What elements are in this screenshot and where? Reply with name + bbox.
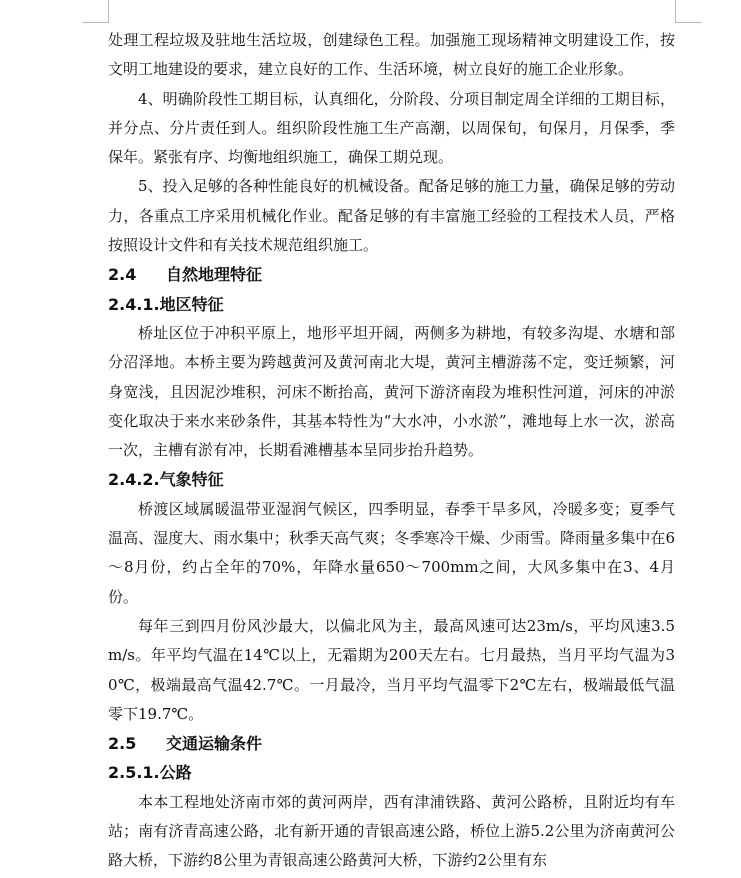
heading-natural-geography xyxy=(108,260,675,289)
heading-transport-conditions xyxy=(108,729,675,758)
heading-number: 2.4 xyxy=(108,265,137,285)
heading-title: 地区特征 xyxy=(159,294,224,314)
paragraph-climate-overview: 桥渡区域属暖温带亚湿润气候区，四季明显，春季干旱多风，冷暖多变；夏季气温高、湿度大、雨水集中；秋季天高气爽；冬季寒冷干燥、少雨雪。降雨量多集中在6～8月份，约占全年的70%，年降水量650～700mm之间，大风多集中在3、4月份。 xyxy=(108,499,675,606)
paragraph-regional-features: 桥址区位于冲积平原上，地形平坦开阔，两侧多为耕地，有较多沟堤、水塘和部分沼泽地。本桥主要为跨越黄河及黄河南北大堤，黄河主槽游荡不定，变迁频繁，河身宽浅，且因泥沙堆积，河床不断抬高，黄河下游济南段为堆积性河道，河床的冲淤变化取决于来水来砂条件，其基本特性为“大水冲，小水淤”，滩地每上水一次，淤高一次，主槽有淤有冲，长期看滩槽基本呈同步抬升趋势。 xyxy=(108,323,675,460)
paragraph-highways: 本本工程地处济南市郊的黄河两岸，西有津浦铁路、黄河公路桥，且附近均有车站；南有济青高速公路，北有新开通的青银高速公路，桥位上游5.2公里为济南黄河公路大桥，下游约8公里为青银高速公路黄河大桥，下游约2公里有东 xyxy=(108,792,675,870)
heading-number: 2.4.2. xyxy=(108,470,160,490)
paragraph-equipment: 5、投入足够的各种性能良好的机械设备。配备足够的施工力量，确保足够的劳动力，各重点工序采用机械化作业。配备足够的有丰富施工经验的工程技术人员，严格按照设计文件和有关技术规范组织施工。 xyxy=(108,177,675,255)
heading-climate-features xyxy=(108,465,675,494)
heading-regional-features xyxy=(108,290,675,319)
page-corner-mark-left xyxy=(82,0,109,23)
heading-title: 气象特征 xyxy=(159,470,224,490)
paragraph-civilized-construction: 处理工程垃圾及驻地生活垃圾，创建绿色工程。加强施工现场精神文明建设工作，按文明工地建设的要求，建立良好的工作、生活环境，树立良好的施工企业形象。 xyxy=(108,31,675,79)
paragraph-wind-temperature: 每年三到四月份风沙最大，以偏北风为主，最高风速可达23m/s，平均风速3.5m/s。年平均气温在14℃以上，无霜期为200天左右。七月最热，当月平均气温为30℃，极端最高气温42.7℃。一月最冷，当月平均气温零下2℃左右，极端最低气温零下19.7℃。 xyxy=(108,616,675,723)
heading-title: 公路 xyxy=(159,763,192,783)
heading-title: 自然地理特征 xyxy=(166,265,263,285)
heading-number: 2.4.1. xyxy=(108,294,160,314)
heading-number: 2.5 xyxy=(108,734,137,754)
document-page xyxy=(108,26,675,876)
heading-number: 2.5.1. xyxy=(108,763,160,783)
heading-highways xyxy=(108,758,675,787)
paragraph-schedule-goals: 4、明确阶段性工期目标，认真细化，分阶段、分项目制定周全详细的工期目标，并分点、分片责任到人。组织阶段性施工生产高潮，以周保旬，旬保月，月保季，季保年。紧张有序、均衡地组织施工，确保工期兑现。 xyxy=(108,89,675,167)
page-corner-mark-right xyxy=(675,0,702,23)
heading-title: 交通运输条件 xyxy=(166,734,263,754)
